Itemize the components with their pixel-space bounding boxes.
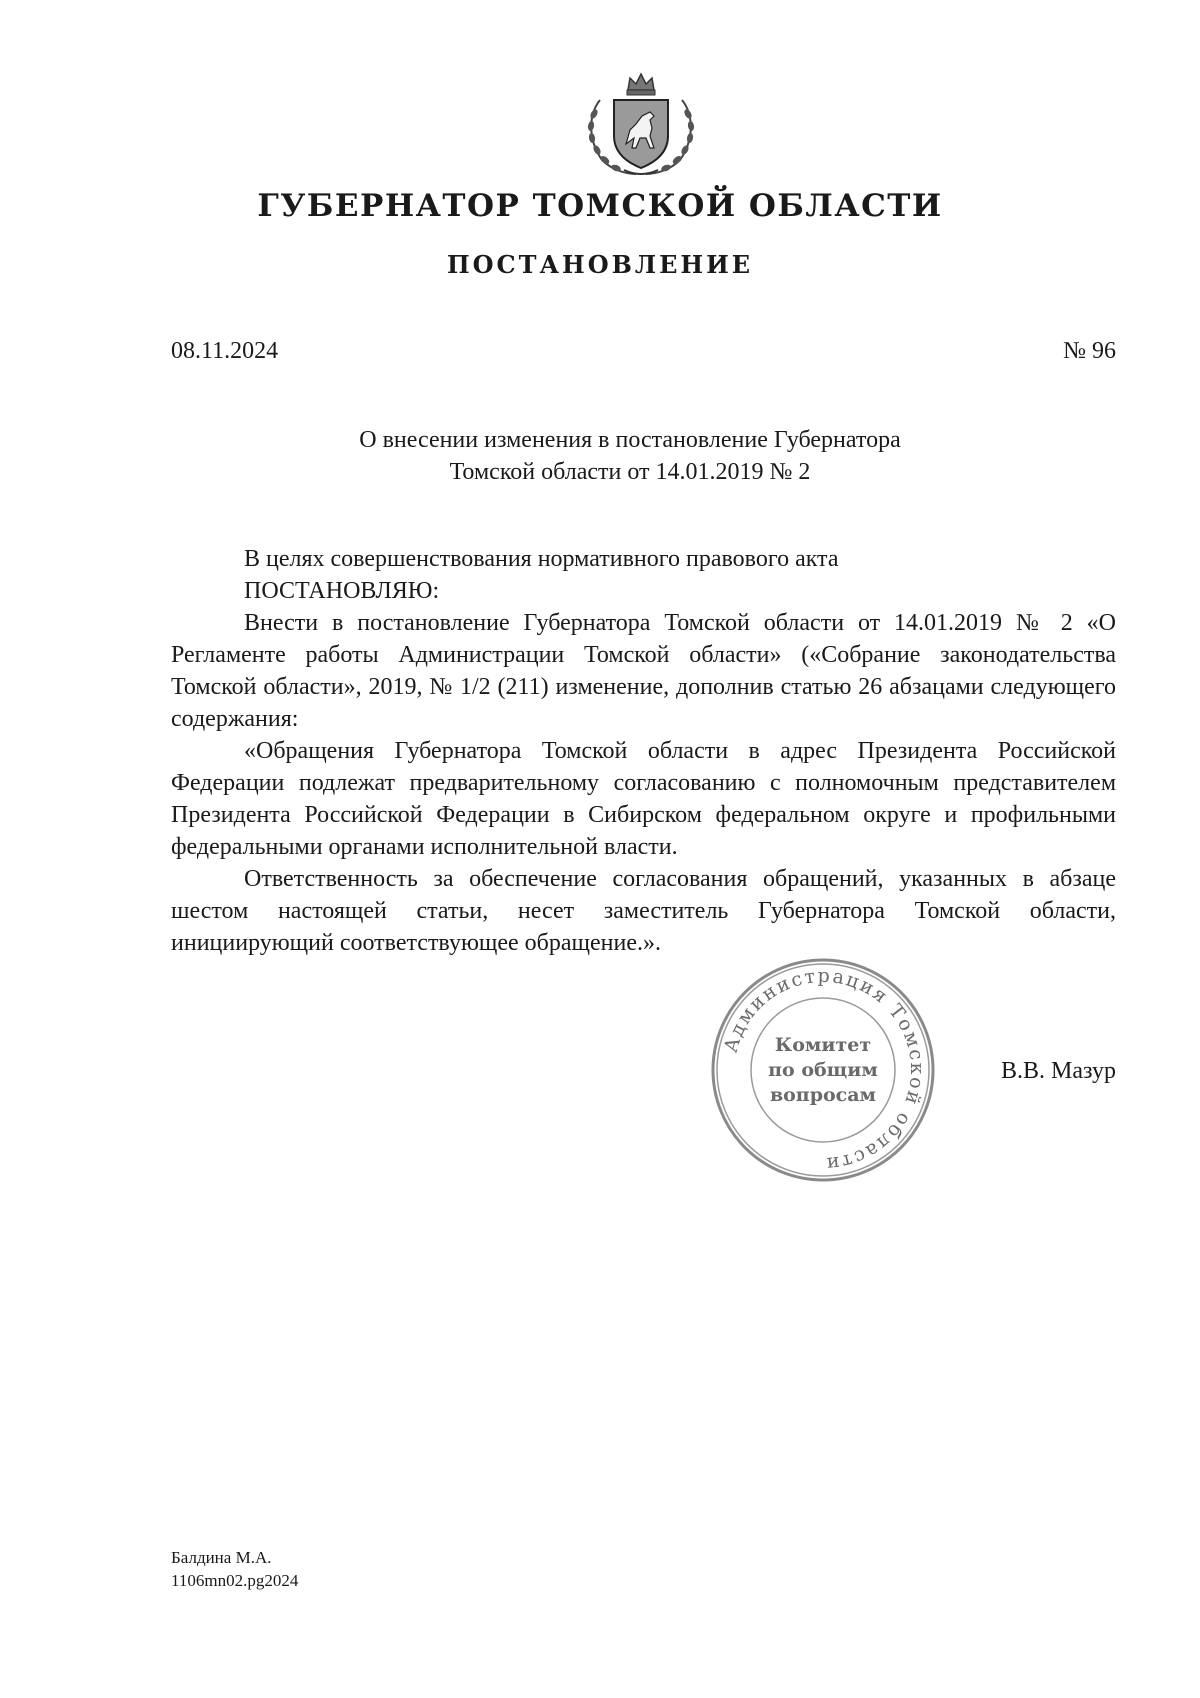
document-body (171, 543, 1116, 959)
tomsk-oblast-coat-of-arms-icon (580, 70, 702, 178)
signer-name: В.В. Мазур (1001, 1058, 1116, 1084)
subject-line-2: Томской области от 14.01.2019 № 2 (449, 459, 811, 485)
document-date: 08.11.2024 (171, 338, 279, 364)
body-paragraph-appeals: «Обращения Губернатора Томской области в адрес Президента Российской Федерации подлежат предварительному согласованию с полномочным представителем Президента Российской Федерации в Сибирском федеральном округе и профильными федеральными органами исполнительной власти. (171, 738, 1116, 860)
footer-info (171, 1546, 298, 1592)
document-subject (300, 424, 960, 488)
document-type: ПОСТАНОВЛЕНИЕ (446, 250, 754, 279)
body-paragraph-decree: ПОСТАНОВЛЯЮ: (244, 578, 440, 604)
stamp-center-line-2: по общим (768, 1059, 878, 1081)
body-paragraph-purpose: В целях совершенствования нормативного правового акта (244, 546, 839, 572)
footer-file-code: 1106mn02.pg2024 (171, 1571, 299, 1590)
subject-line-1: О внесении изменения в постановление Губернатора (359, 427, 901, 453)
stamp-center-line-1: Комитет (774, 1034, 872, 1056)
document-number: № 96 (1063, 338, 1116, 364)
stamp-center-line-3: вопросам (769, 1084, 877, 1106)
body-paragraph-amendment: Внести в постановление Губернатора Томской области от 14.01.2019 № 2 «О Регламенте работы Администрации Томской области» («Собрание законодательства Томской области», 2019, № 1/2 (211) изменение, дополнив статью 26 абзацами следующего содержания: (171, 610, 1116, 732)
footer-author: Балдина М.А. (171, 1548, 272, 1567)
issuer-title: ГУБЕРНАТОР ТОМСКОЙ ОБЛАСТИ (257, 188, 943, 224)
body-paragraph-responsibility: Ответственность за обеспечение согласования обращений, указанных в абзаце шестом настоящей статьи, несет заместитель Губернатора Томской области, инициирующий соответствующее обращение.». (171, 866, 1116, 956)
official-stamp (708, 955, 938, 1185)
stamp-ring-text: Администрация Томской области (719, 964, 929, 1176)
